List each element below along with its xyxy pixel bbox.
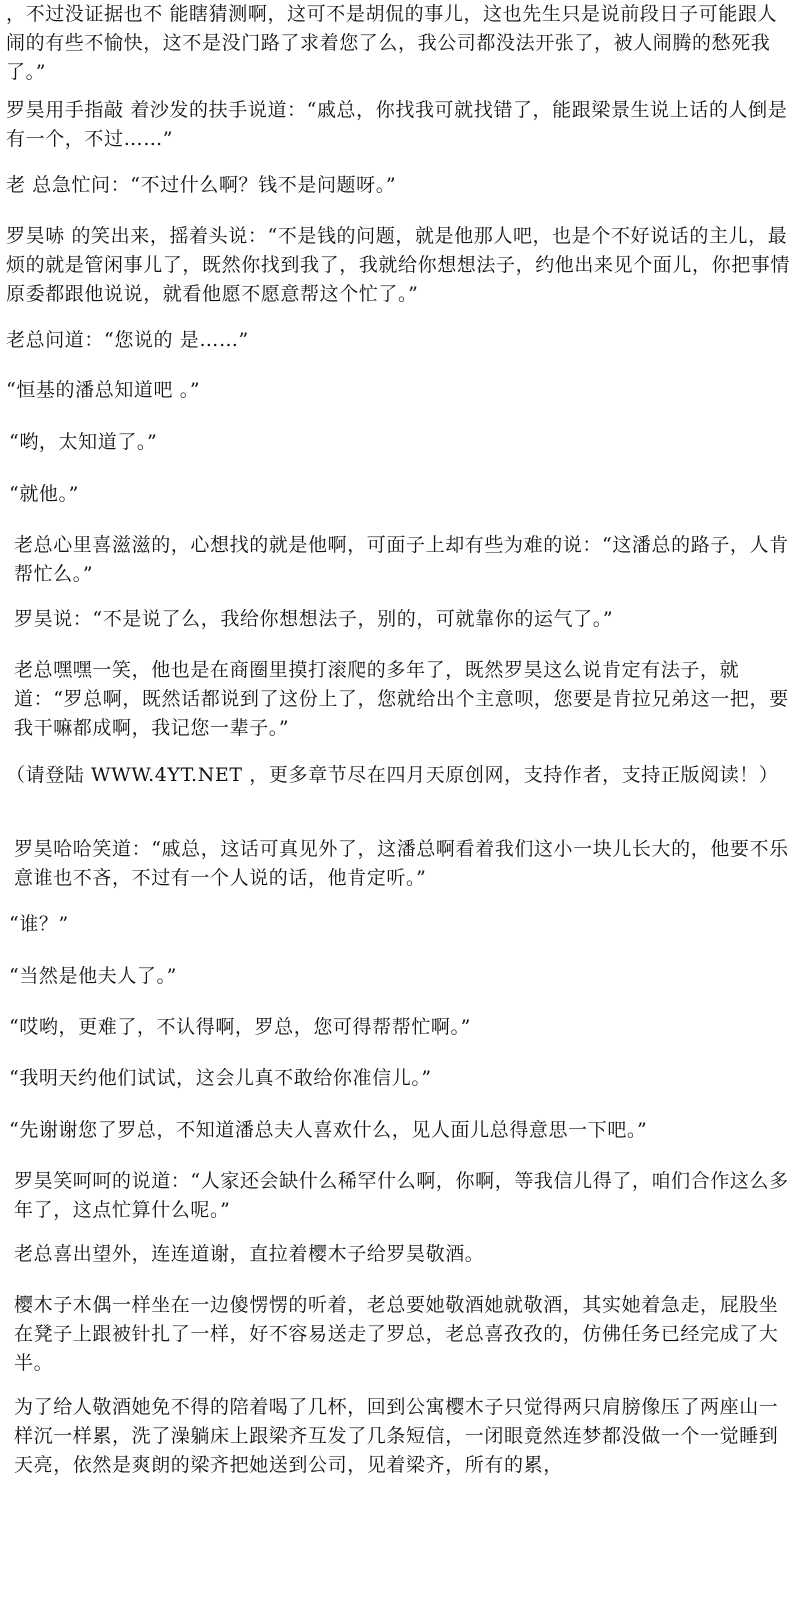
- paragraph: 罗昊用手指敲 着沙发的扶手说道：“戚总，你找我可就找错了，能跟梁景生说上话的人倒是有一个，不过……”: [6, 99, 788, 150]
- paragraph: （请登陆 WWW.4YT.NET ，更多章节尽在四月天原创网，支持作者，支持正版阅读！）: [6, 764, 779, 786]
- paragraph: “哎哟，更难了，不认得啊，罗总，您可得帮帮忙啊。”: [9, 1016, 471, 1038]
- paragraph: “我明天约他们试试，这会儿真不敢给你准信儿。”: [9, 1067, 432, 1089]
- paragraph: 老总喜出望外，连连道谢，直拉着樱木子给罗昊敬酒。: [14, 1243, 485, 1265]
- paragraph: “恒基的潘总知道吧 。”: [6, 379, 201, 401]
- paragraph: ，不过没证据也不 能瞎猜测啊，这可不是胡侃的事儿，这也先生只是说前段日子可能跟人闹的有些不愉快，这不是没门路了求着您了么，我公司都没法开张了，被人闹腾的愁死我了。”: [6, 3, 778, 83]
- paragraph: “先谢谢您了罗总，不知道潘总夫人喜欢什么，见人面儿总得意思一下吧。”: [9, 1119, 648, 1141]
- paragraph: 樱木子木偶一样坐在一边傻愣愣的听着，老总要她敬酒她就敬酒，其实她着急走，屁股坐在凳子上跟被针扎了一样，好不容易送走了罗总，老总喜孜孜的，仿佛任务已经完成了大半。: [14, 1294, 779, 1374]
- paragraph: 罗昊哧 的笑出来，摇着头说：“不是钱的问题，就是他那人吧，也是个不好说话的主儿，最烦的就是管闲事儿了，既然你找到我了，我就给你想想法子，约他出来见个面儿，你把事情原委都跟他说说，就看他愿不愿意帮这个忙了。”: [6, 225, 791, 305]
- paragraph: “谁？”: [9, 913, 69, 935]
- paragraph: 老 总急忙问：“不过什么啊？钱不是问题呀。”: [6, 174, 397, 196]
- paragraph: 老总心里喜滋滋的，心想找的就是他啊，可面子上却有些为难的说：“这潘总的路子，人肯帮忙么。”: [14, 534, 789, 585]
- paragraph: 罗昊说：“不是说了么，我给你想想法子，别的，可就靠你的运气了。”: [14, 608, 614, 630]
- paragraph: 罗昊哈哈笑道：“戚总，这话可真见外了，这潘总啊看着我们这小一块儿长大的，他要不乐意谁也不吝，不过有一个人说的话，他肯定听。”: [14, 838, 789, 889]
- paragraph: “就他。”: [9, 483, 79, 505]
- paragraph: 罗昊笑呵呵的说道：“人家还会缺什么稀罕什么啊，你啊，等我信儿得了，咱们合作这么多年了，这点忙算什么呢。”: [14, 1170, 789, 1221]
- paragraph: “当然是他夫人了。”: [9, 965, 177, 987]
- paragraph: “哟，太知道了。”: [9, 431, 158, 453]
- paragraph: 老总嘿嘿一笑，他也是在商圈里摸打滚爬的多年了，既然罗昊这么说肯定有法子，就道：“罗总啊，既然话都说到了这份上了，您就给出个主意呗，您要是肯拉兄弟这一把，要我干嘛都成啊，我记您一辈子。”: [14, 659, 789, 739]
- paragraph: 为了给人敬酒她免不得的陪着喝了几杯，回到公寓樱木子只觉得两只肩膀像压了两座山一样沉一样累，洗了澡躺床上跟梁齐互发了几条短信，一闭眼竟然连梦都没做一个一觉睡到天亮，依然是爽朗的梁齐把她送到公司，见着梁齐，所有的累，: [14, 1396, 779, 1476]
- paragraph: 老总问道：“您说的 是……”: [6, 329, 249, 351]
